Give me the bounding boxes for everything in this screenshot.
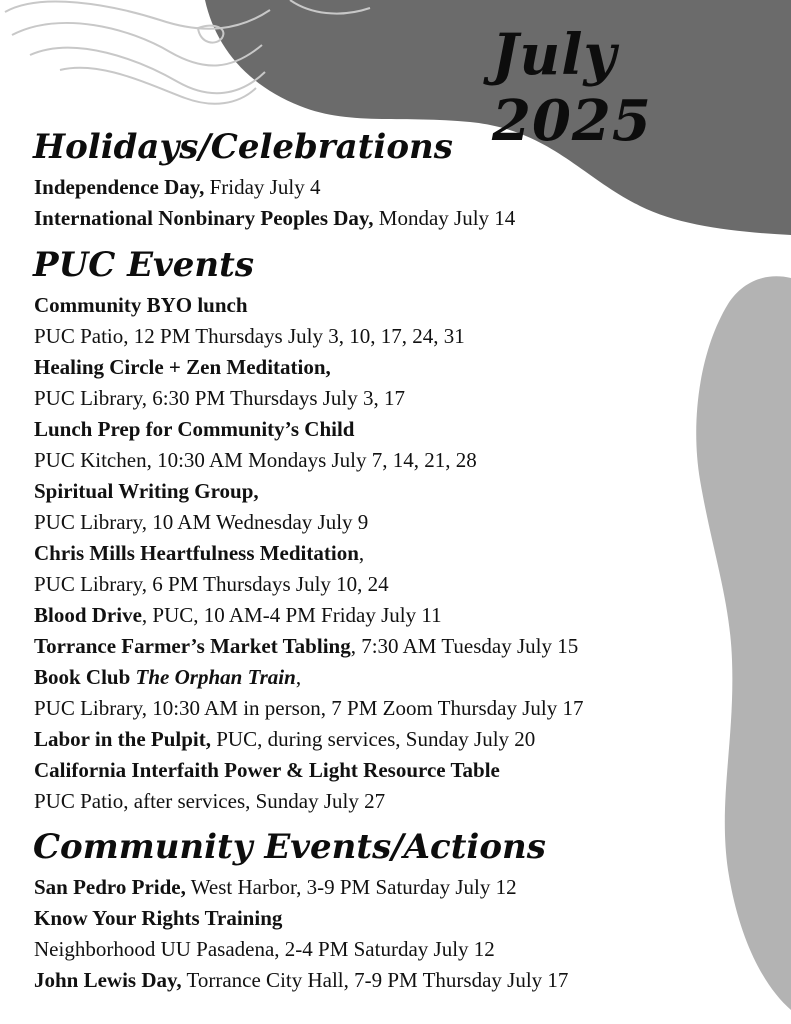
holidays-heading: Holidays/Celebrations [33, 127, 453, 167]
community-title: Know Your Rights Training [34, 906, 283, 930]
holiday-date: Friday July 4 [204, 175, 321, 199]
holiday-item [34, 205, 515, 231]
month-title: July 2025 [492, 22, 652, 154]
event-details: PUC Patio, 12 PM Thursdays July 3, 10, 17, 24, 31 [34, 324, 465, 348]
event-title: Spiritual Writing Group, [34, 479, 259, 503]
event-title: Book Club The Orphan Train, [34, 665, 302, 689]
event-item: Blood Drive, PUC, 10 AM-4 PM Friday July 11 [34, 603, 442, 627]
event-item: Labor in the Pulpit, PUC, during services, Sunday July 20 [34, 727, 536, 751]
event-title: Community BYO lunch [34, 293, 248, 317]
community-item: John Lewis Day, Torrance City Hall, 7-9 PM Thursday July 17 [34, 968, 569, 992]
holiday-name: Independence Day, [34, 175, 205, 199]
book-title: The Orphan Train [135, 665, 296, 689]
community-events-heading: Community Events/Actions [33, 827, 546, 867]
community-details: Neighborhood UU Pasadena, 2-4 PM Saturday July 12 [34, 937, 495, 961]
event-details: PUC Patio, after services, Sunday July 27 [34, 789, 386, 813]
light-gray-blob [696, 276, 791, 1010]
event-details: PUC Kitchen, 10:30 AM Mondays July 7, 14, 21, 28 [34, 448, 477, 472]
community-item: San Pedro Pride, West Harbor, 3-9 PM Saturday July 12 [34, 875, 517, 899]
holiday-name: International Nonbinary Peoples Day, [34, 206, 374, 230]
event-title: Lunch Prep for Community’s Child [34, 417, 355, 441]
event-title: Healing Circle + Zen Meditation, [34, 355, 331, 379]
event-details: PUC Library, 10:30 AM in person, 7 PM Zoom Thursday July 17 [34, 696, 584, 720]
event-details: PUC Library, 6 PM Thursdays July 10, 24 [34, 572, 389, 596]
event-title: California Interfaith Power & Light Resource Table [34, 758, 500, 782]
holiday-date: Monday July 14 [373, 206, 516, 230]
puc-events-heading: PUC Events [33, 245, 254, 285]
event-details: PUC Library, 10 AM Wednesday July 9 [34, 510, 369, 534]
event-details: PUC Library, 6:30 PM Thursdays July 3, 17 [34, 386, 406, 410]
holiday-item [34, 174, 320, 200]
event-title: Chris Mills Heartfulness Meditation, [34, 541, 365, 565]
event-item: Torrance Farmer’s Market Tabling, 7:30 AM Tuesday July 15 [34, 634, 579, 658]
